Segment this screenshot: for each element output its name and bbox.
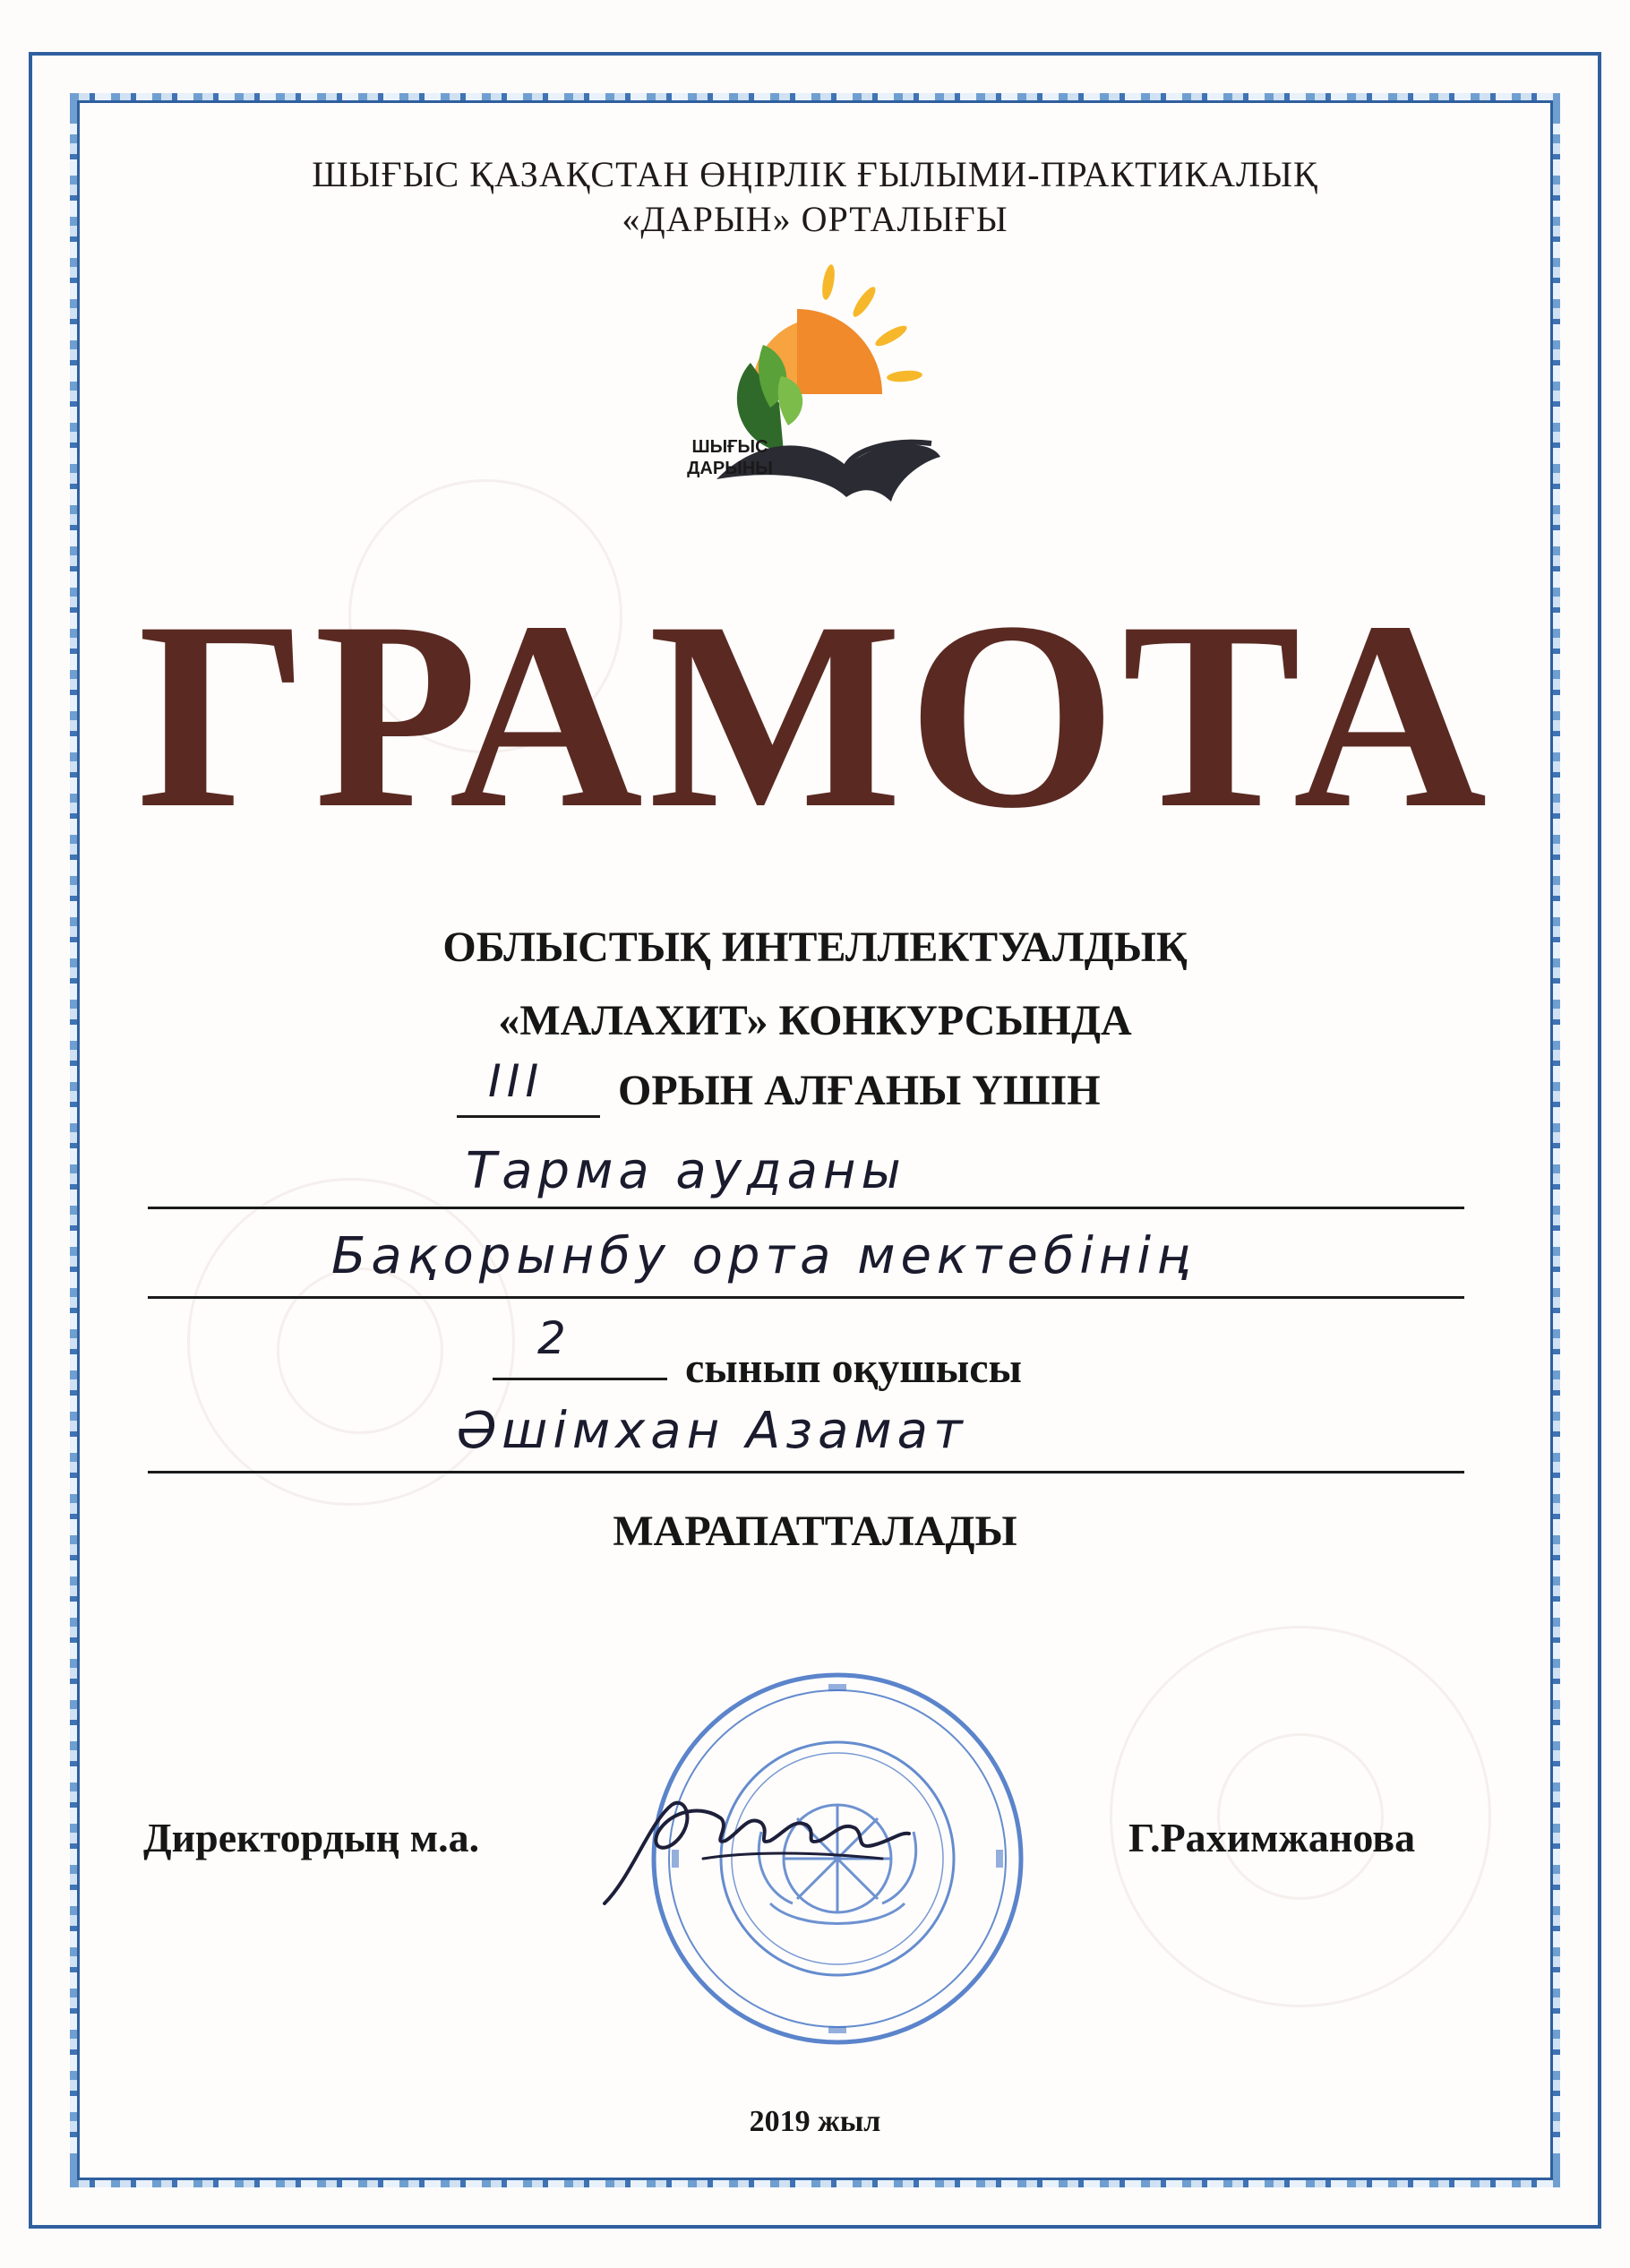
signatory-name: Г.Рахимжанова: [1128, 1815, 1416, 1860]
student-name-handwritten: Әшімхан Азамат: [457, 1402, 968, 1460]
background-swirl: [277, 1267, 443, 1434]
logo-caption: [663, 436, 797, 479]
organization-title: [0, 152, 1630, 242]
awarded-text: МАРАПАТТАЛАДЫ: [613, 1508, 1017, 1555]
district-underline: [148, 1207, 1464, 1209]
student-name-underline: [148, 1471, 1464, 1473]
handwritten-signature: [596, 1769, 918, 1921]
place-underline: [457, 1115, 600, 1118]
grade-handwritten: 2: [537, 1312, 571, 1364]
place-handwritten: III: [488, 1055, 545, 1107]
logo-caption-line-2: ДАРЫНЫ: [687, 459, 773, 478]
issue-year: 2019 жыл: [749, 2105, 881, 2138]
organization-line-2: «ДАРЫН» ОРТАЛЫҒЫ: [622, 199, 1008, 239]
grade-label: сынып оқушысы: [685, 1344, 1023, 1392]
school-handwritten: Бақорынбу орта мектебінің: [331, 1227, 1196, 1285]
organization-logo: [663, 255, 967, 515]
competition-line-2: «МАЛАХИТ» КОНКУРСЫНДА: [498, 997, 1132, 1044]
competition-line-1: ОБЛЫСТЫҚ ИНТЕЛЛЕКТУАЛДЫҚ: [442, 924, 1188, 971]
logo-caption-line-1: ШЫҒЫС: [691, 437, 768, 457]
certificate-title: ГРАМОТА: [137, 566, 1493, 863]
school-underline: [148, 1296, 1464, 1299]
organization-line-1: ШЫҒЫС ҚАЗАҚСТАН ӨҢІРЛІК ҒЫЛЫМИ-ПРАКТИКАЛЫҚ: [312, 154, 1318, 194]
grade-underline: [493, 1378, 667, 1380]
signatory-position: Директордың м.а.: [143, 1815, 480, 1860]
place-label: ОРЫН АЛҒАНЫ ҮШІН: [618, 1067, 1101, 1114]
district-handwritten: Тарма ауданы: [466, 1142, 906, 1200]
